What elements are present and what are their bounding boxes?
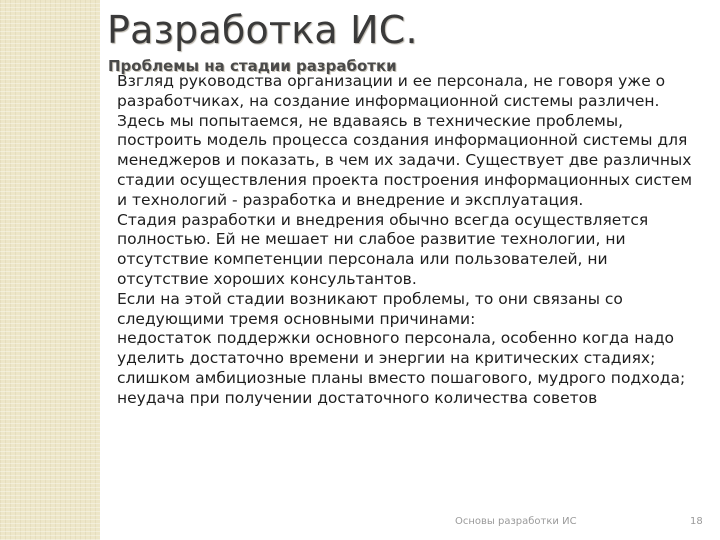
slide-footer: Основы разработки ИС	[455, 516, 577, 527]
slide-title: Разработка ИС.	[107, 8, 418, 52]
body-paragraph: недостаток поддержки основного персонала, особенно когда надо уделить достаточно времени и энергии на критических стадиях;	[117, 329, 675, 368]
body-paragraph: слишком амбициозные планы вместо пошагового, мудрого подхода;	[117, 368, 686, 387]
body-paragraph: Стадия разработки и внедрения обычно всегда осуществляется полностью. Ей не мешает ни слабое развитие технологии, ни отсутствие компетенции персонала или пользователей, ни отсутствие хороших консультантов.	[117, 210, 649, 288]
body-paragraph: Взгляд руководства организации и ее персонала, не говоря уже о разработчиках, на создание информационной системы различен. Здесь мы попытаемся, не вдаваясь в технические проблемы, построить модель процесса создания информационной системы для менеджеров и показать, в чем их задачи. Существует две различных стадии осуществления проекта построения информационных систем и технологий - разработка и внедрение и эксплуатация.	[117, 72, 693, 209]
page-number: 18	[690, 516, 703, 527]
slide-subtitle: Проблемы на стадии разработки	[108, 57, 397, 75]
body-paragraph: Если на этой стадии возникают проблемы, то они связаны со следующими тремя основными причинами:	[117, 289, 623, 328]
decorative-side-band	[0, 0, 100, 540]
body-paragraph: неудача при получении достаточного количества советов	[117, 388, 598, 407]
slide-body	[117, 72, 702, 409]
